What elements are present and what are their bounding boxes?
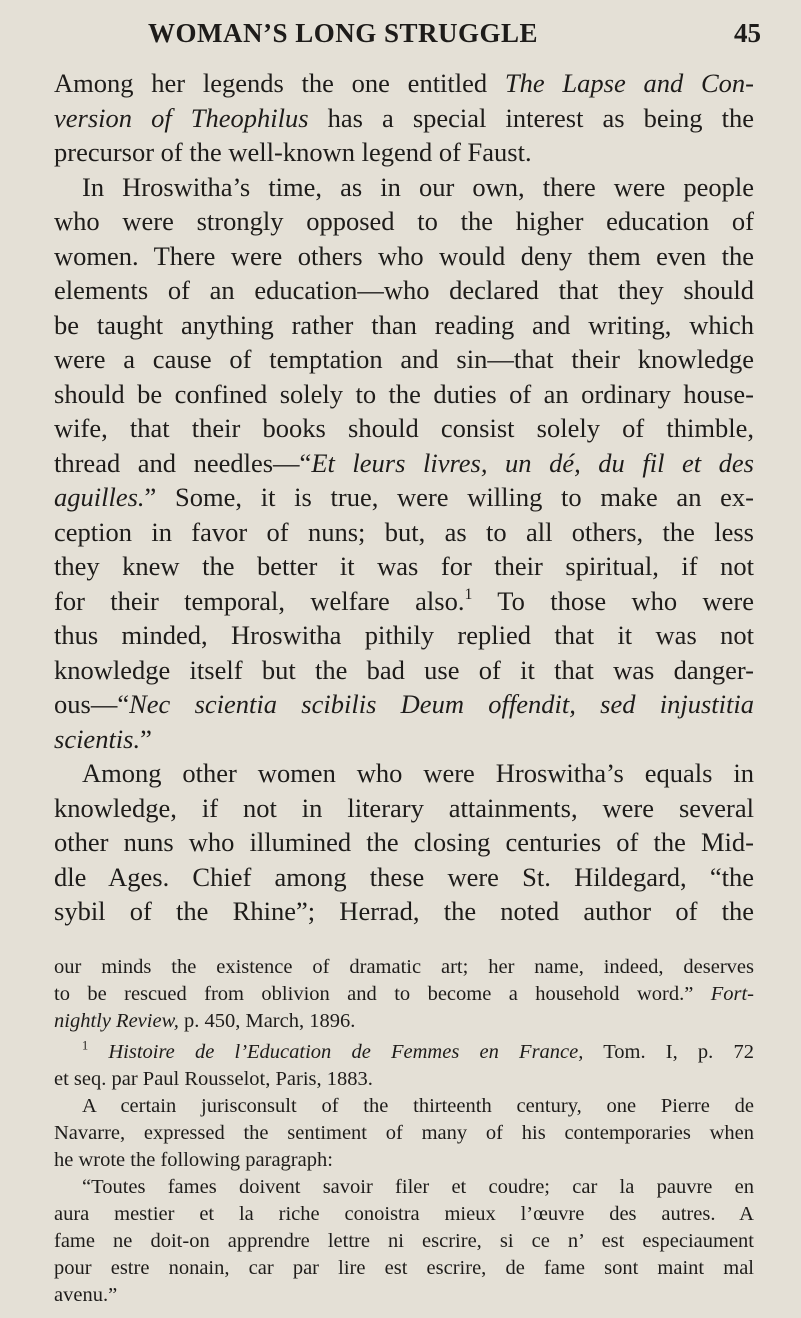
body-line	[54, 135, 754, 170]
body-line	[54, 308, 754, 343]
italic-text: scientis.	[54, 723, 141, 754]
body-line	[54, 584, 754, 619]
body-line	[54, 342, 754, 377]
footnote-marker: 1	[82, 1038, 89, 1053]
footnote-continuation-line	[54, 954, 754, 981]
body-line	[54, 687, 754, 722]
text-run: fame ne doit-on apprendre lettre ni escrire, si ce n’ est especiaument	[54, 1230, 754, 1252]
italic-text: version of Theophilus	[54, 102, 309, 133]
italic-text: Fort-	[710, 983, 754, 1005]
footnote-1-line	[54, 1093, 754, 1120]
text-run: he wrote the following paragraph:	[54, 1149, 333, 1171]
italic-text: Et leurs livres, un dé, du fil et des	[311, 447, 754, 478]
text-run: has a special interest as being the	[308, 102, 754, 133]
footnote-1-line	[54, 1228, 754, 1255]
footnote-continuation	[54, 954, 754, 1035]
body-line	[54, 101, 754, 136]
body-line	[54, 66, 754, 101]
page-number: 45	[734, 18, 761, 48]
text-run: p. 450, March, 1896.	[178, 1010, 356, 1032]
text-run: precursor of the well-known legend of Faust.	[54, 137, 532, 167]
text-run: In Hroswitha’s time, as in our own, there were people	[82, 171, 754, 202]
text-run: who were strongly opposed to the higher education of	[54, 206, 754, 236]
body-line	[54, 756, 754, 791]
main-body-text	[54, 66, 754, 929]
text-run: thus minded, Hroswitha pithily replied that it was not	[54, 620, 754, 650]
footnote-1-line	[54, 1201, 754, 1228]
page-header	[0, 10, 801, 60]
body-line	[54, 515, 754, 550]
footnote-continuation-line	[54, 981, 754, 1008]
body-line	[54, 791, 754, 826]
italic-text: Nec scientia scibilis Deum offendit, sed injustitia	[129, 689, 754, 719]
text-run: A certain jurisconsult of the thirteenth century, one Pierre de	[82, 1095, 754, 1117]
text-run: should be confined solely to the duties of an ordinary house-	[54, 378, 754, 409]
text-run: elements of an education—who declared that they should	[54, 275, 754, 305]
body-line	[54, 549, 754, 584]
footnote-1	[54, 1039, 754, 1309]
body-line	[54, 273, 754, 308]
body-line	[54, 860, 754, 895]
text-run: dle Ages. Chief among these were St. Hildegard, “the	[54, 861, 754, 892]
text-run	[88, 1041, 108, 1063]
body-line	[54, 377, 754, 412]
text-run: wife, that their books should consist solely of thimble,	[54, 413, 754, 443]
italic-text: aguilles.	[54, 482, 145, 512]
text-run: ous—“	[54, 689, 130, 719]
footnote-1-line	[54, 1255, 754, 1282]
body-line	[54, 653, 754, 688]
body-line	[54, 204, 754, 239]
running-title: WOMAN’S LONG STRUGGLE	[148, 18, 539, 48]
body-line	[54, 411, 754, 446]
text-run: ception in favor of nuns; but, as to all others, the less	[54, 516, 754, 547]
text-run: “Toutes fames doivent savoir filer et coudre; car la pauvre en	[82, 1176, 754, 1198]
text-run: ”	[140, 723, 152, 754]
text-run: they knew the better it was for their spiritual, if not	[54, 551, 754, 581]
text-run: our minds the existence of dramatic art; her name, indeed, deserves	[54, 956, 754, 978]
footnote-1-line	[54, 1120, 754, 1147]
footnote-1-line	[54, 1147, 754, 1174]
footnote-marker: 1	[464, 585, 473, 603]
body-line	[54, 446, 754, 481]
text-run: to be rescued from oblivion and to become a household word.”	[54, 983, 711, 1005]
text-run: Among other women who were Hroswitha’s equals in	[82, 758, 754, 788]
body-line	[54, 825, 754, 860]
text-run: et seq. par Paul Rousselot, Paris, 1883.	[54, 1068, 373, 1090]
body-line	[54, 894, 754, 929]
text-run: other nuns who illumined the closing centuries of the Mid-	[54, 827, 754, 857]
text-run: sybil of the Rhine”; Herrad, the noted author of the	[54, 896, 754, 926]
text-run: avenu.”	[54, 1284, 118, 1306]
body-line	[54, 480, 754, 515]
text-run: knowledge itself but the bad use of it that was danger-	[54, 654, 754, 685]
text-run: thread and needles—“	[54, 447, 312, 478]
footnote-1-line	[54, 1039, 754, 1066]
body-line	[54, 239, 754, 274]
italic-text: The Lapse and Con-	[504, 68, 754, 98]
text-run: pour estre nonain, car par lire est escrire, de fame sont maint mal	[54, 1257, 754, 1279]
footnote-1-line	[54, 1066, 754, 1093]
footnote-1-line	[54, 1282, 754, 1309]
italic-text: Histoire de l’Education de Femmes en France,	[108, 1041, 584, 1063]
text-run: be taught anything rather than reading and writing, which	[54, 309, 754, 340]
body-line	[54, 170, 754, 205]
text-run: were a cause of temptation and sin—that their knowledge	[54, 344, 754, 374]
text-run: To those who were	[472, 585, 754, 616]
body-line	[54, 618, 754, 653]
body-line	[54, 722, 754, 757]
text-run: for their temporal, welfare also.	[54, 585, 465, 616]
text-run: women. There were others who would deny them even the	[54, 240, 754, 271]
footnote-1-line	[54, 1174, 754, 1201]
text-run: Tom. I, p. 72	[583, 1041, 754, 1063]
footnote-continuation-line	[54, 1008, 754, 1035]
text-run: Among her legends the one entitled	[54, 68, 505, 98]
italic-text: nightly Review,	[54, 1010, 179, 1032]
text-run: Navarre, expressed the sentiment of many of his contemporaries when	[54, 1122, 754, 1144]
text-run: knowledge, if not in literary attainments, were several	[54, 792, 754, 823]
text-run: aura mestier et la riche conoistra mieux l’œuvre des autres. A	[54, 1203, 754, 1225]
text-run: ” Some, it is true, were willing to make an ex-	[144, 482, 754, 512]
